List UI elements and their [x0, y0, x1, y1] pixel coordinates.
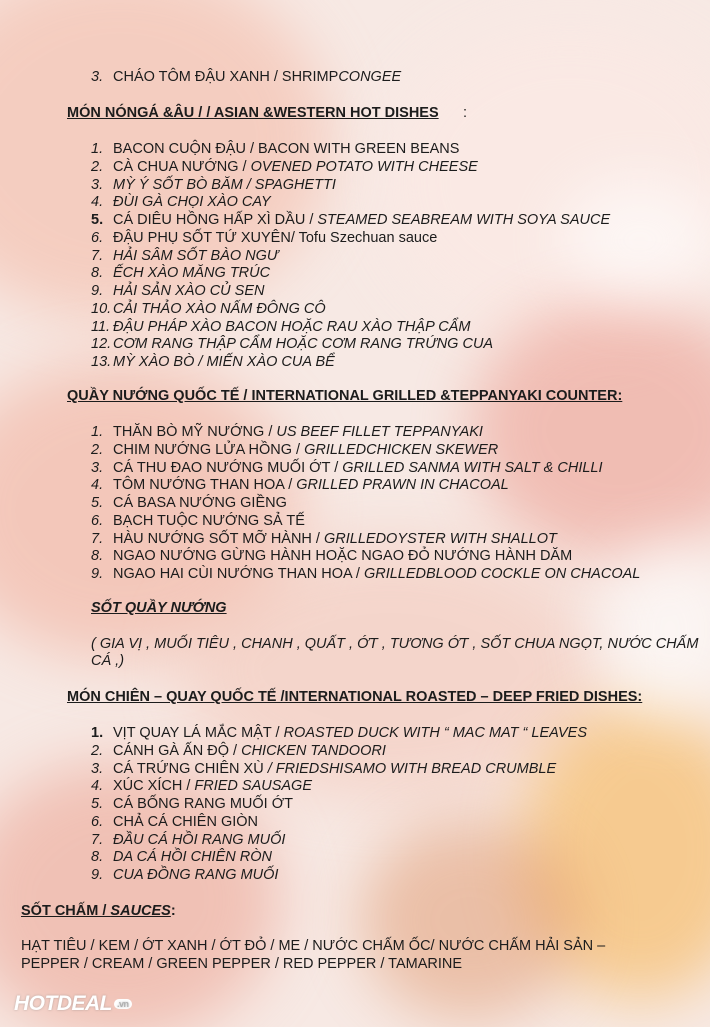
item-name-italic: HẢI SẢN XÀO CỦ SEN	[113, 283, 265, 299]
item-number: 8.	[91, 849, 104, 866]
item-number: 7.	[91, 831, 104, 848]
item-number: 3.	[91, 459, 104, 476]
item-name-italic: GRILLEDOYSTER WITH SHALLOT	[324, 530, 557, 547]
menu-item	[91, 460, 603, 477]
item-name: CÁ TRỨNG CHIÊN XÙ	[113, 760, 268, 777]
grill-sauce-heading: SỐT QUẦY NƯỚNG	[91, 600, 227, 616]
item-name: TÔM NƯỚNG THAN HOA /	[113, 477, 297, 494]
menu-item	[91, 283, 264, 300]
menu-item	[91, 301, 326, 318]
menu-item	[91, 336, 493, 353]
item-name-italic: MỲ XÀO BÒ / MIẾN XÀO CUA BỂ	[113, 354, 335, 370]
item-number: 1.	[91, 141, 104, 157]
item-name: THĂN BÒ MỸ NƯỚNG /	[113, 424, 277, 440]
item-number: 4.	[91, 778, 104, 795]
item-number: 8.	[91, 265, 104, 282]
sauces-line-vi: HẠT TIÊU / KEM / ỚT XANH / ỚT ĐỎ / ME / NƯỚC CHẤM ỐC/ NƯỚC CHẤM HẢI SẢN –	[21, 938, 606, 954]
menu-item	[91, 761, 556, 778]
item-number: 3.	[91, 176, 104, 193]
item-name: CÀ CHUA NƯỚNG /	[113, 158, 251, 175]
item-name: NGAO NƯỚNG GỪNG HÀNH HOẶC NGAO ĐỎ NƯỚNG HÀNH DĂM	[113, 548, 573, 565]
item-number: 11.	[91, 318, 111, 335]
item-name-italic: ẾCH XÀO MĂNG TRÚC	[113, 265, 271, 282]
item-name: CÁ BỐNG RANG MUỐI ỚT	[113, 796, 293, 812]
item-name-italic: OVENED POTATO WITH CHEESE	[250, 158, 478, 175]
item-number: 7.	[91, 247, 104, 264]
menu-item	[91, 513, 305, 530]
item-name-italic: HẢI SÂM SỐT BÀO NGƯ	[113, 247, 279, 264]
menu-item	[91, 566, 640, 583]
menu-item	[91, 265, 270, 282]
item-number: 1.	[91, 725, 104, 741]
item-name-italic: DA CÁ HỒI CHIÊN RÒN	[113, 849, 272, 866]
section-heading-sauces: SỐT CHẤM / SAUCES:	[21, 903, 176, 919]
menu-item	[91, 849, 272, 866]
menu-item	[91, 159, 478, 176]
menu-item	[91, 212, 610, 229]
menu-item	[91, 477, 509, 494]
item-name-italic: US BEEF FILLET TEPPANYAKI	[276, 424, 483, 440]
menu-item	[91, 248, 278, 265]
item-number: 1.	[91, 424, 104, 440]
item-name: CHIM NƯỚNG LỬA HỒNG /	[113, 441, 305, 458]
menu-item	[91, 424, 483, 441]
item-number: 2.	[91, 441, 104, 458]
item-name: CÁ BASA NƯỚNG GIỀNG	[113, 495, 287, 511]
menu-item	[91, 725, 587, 742]
menu-item	[91, 442, 498, 459]
item-name-italic: ĐẬU PHÁP XÀO BACON HOẶC RAU XÀO THẬP CẨM	[113, 318, 471, 335]
item-number: 9.	[91, 867, 104, 883]
item-number: 9.	[91, 566, 104, 582]
item-name-italic: ĐẦU CÁ HỒI RANG MUỐI	[113, 831, 286, 848]
item-number: 13.	[91, 354, 112, 370]
menu-item	[91, 832, 285, 849]
item-name: BẠCH TUỘC NƯỚNG SẢ TẾ	[113, 512, 305, 529]
item-number: 6.	[91, 229, 104, 246]
item-number: 5.	[91, 495, 104, 511]
menu-item	[91, 495, 287, 512]
item-name-italic: CUA ĐỒNG RANG MUỐI	[113, 867, 279, 883]
menu-item: 3. CHÁO TÔM ĐẬU XANH / SHRIMPCONGEE	[91, 69, 402, 85]
grill-sauce-text: ( GIA VỊ , MUỐI TIÊU , CHANH , QUẤT , ỚT , TƯƠNG ỚT , SỐT CHUA NGỌT, NƯỚC CHẤM CÁ ,)	[91, 636, 699, 669]
item-name: BACON CUỘN ĐẬU / BACON WITH GREEN BEANS	[113, 141, 460, 157]
item-name-italic: STEAMED SEABREAM WITH SOYA SAUCE	[317, 212, 611, 228]
item-name-italic: MỲ Ý SỐT BÒ BĂM / SPAGHETTI	[113, 176, 336, 193]
item-name: NGAO HAI CÙI NƯỚNG THAN HOA /	[113, 566, 364, 582]
menu-item	[91, 531, 557, 548]
heading-colon: :	[463, 105, 468, 121]
menu-item	[91, 141, 459, 158]
item-name-italic: GRILLEDCHICKEN SKEWER	[304, 441, 499, 458]
item-name-italic: CHICKEN TANDOORI	[241, 742, 386, 759]
menu-item	[91, 548, 572, 565]
menu-item	[91, 319, 470, 336]
item-number: 12.	[91, 336, 112, 353]
item-number: 10.	[91, 300, 112, 317]
section-heading-grill: QUẦY NƯỚNG QUỐC TẾ / INTERNATIONAL GRILLED &TEPPANYAKI COUNTER:	[67, 388, 623, 404]
hotdeal-logo: HOTDEAL .vn	[14, 992, 132, 1016]
item-number: 5.	[91, 796, 104, 812]
menu-item	[91, 354, 335, 371]
section-heading-fried: MÓN CHIÊN – QUAY QUỐC TẾ /INTERNATIONAL ROASTED – DEEP FRIED DISHES:	[67, 689, 643, 705]
menu-item	[91, 796, 293, 813]
item-name: XÚC XÍCH /	[113, 778, 195, 795]
item-name-italic: GRILLEDBLOOD COCKLE ON CHACOAL	[363, 566, 641, 582]
item-name: CÁ DIÊU HỒNG HẤP XÌ DẦU /	[113, 212, 318, 228]
item-name-italic: FRIED SAUSAGE	[194, 778, 313, 795]
item-number: 2.	[91, 158, 104, 175]
item-name-italic: GRILLED SANMA WITH SALT & CHILLI	[342, 459, 603, 476]
item-number: 9.	[91, 283, 104, 299]
item-number: 6.	[91, 512, 104, 529]
item-name-italic: ĐÙI GÀ CHỌI XÀO CAY	[113, 194, 271, 211]
item-name-italic: GRILLED PRAWN IN CHACOAL	[296, 477, 509, 494]
menu-item	[91, 230, 437, 247]
sauces-line-en: PEPPER / CREAM / GREEN PEPPER / RED PEPPER / TAMARINE	[21, 956, 463, 972]
item-number: 6.	[91, 813, 104, 830]
item-number: 4.	[91, 194, 104, 211]
section-heading-asian-western: MÓN NÓNGÁ &ÂU / / ASIAN &WESTERN HOT DISHES	[67, 105, 439, 121]
item-name-italic: CƠM RANG THẬP CẨM HOẶC CƠM RANG TRỨNG CUA	[113, 336, 494, 353]
item-name: HÀU NƯỚNG SỐT MỠ HÀNH /	[113, 530, 324, 547]
menu-item	[91, 814, 258, 831]
menu-item	[91, 177, 336, 194]
menu-item	[91, 778, 312, 795]
item-number: 7.	[91, 530, 104, 547]
item-number: 4.	[91, 477, 104, 494]
item-name: CÁNH GÀ ẤN ĐỘ /	[113, 742, 242, 759]
item-name: VỊT QUAY LÁ MẮC MẬT /	[113, 725, 284, 741]
item-name: CHẢ CÁ CHIÊN GIÒN	[113, 813, 259, 830]
item-name-italic: / FRIEDSHISAMO WITH BREAD CRUMBLE	[267, 760, 557, 777]
menu-item	[91, 867, 278, 884]
item-number: 2.	[91, 742, 104, 759]
item-number: 8.	[91, 548, 104, 565]
item-number: 5.	[91, 212, 104, 228]
item-name-italic: ROASTED DUCK WITH “ MAC MAT “ LEAVES	[283, 725, 588, 741]
menu-item	[91, 743, 386, 760]
item-name-italic: CẢI THẢO XÀO NẤM ĐÔNG CÔ	[113, 300, 326, 317]
item-name: ĐẬU PHỤ SỐT TỨ XUYÊN/ Tofu Szechuan sauce	[113, 229, 438, 246]
item-number: 3.	[91, 760, 104, 777]
menu-item	[91, 194, 271, 211]
item-name: CÁ THU ĐAO NƯỚNG MUỐI ỚT /	[113, 459, 343, 476]
